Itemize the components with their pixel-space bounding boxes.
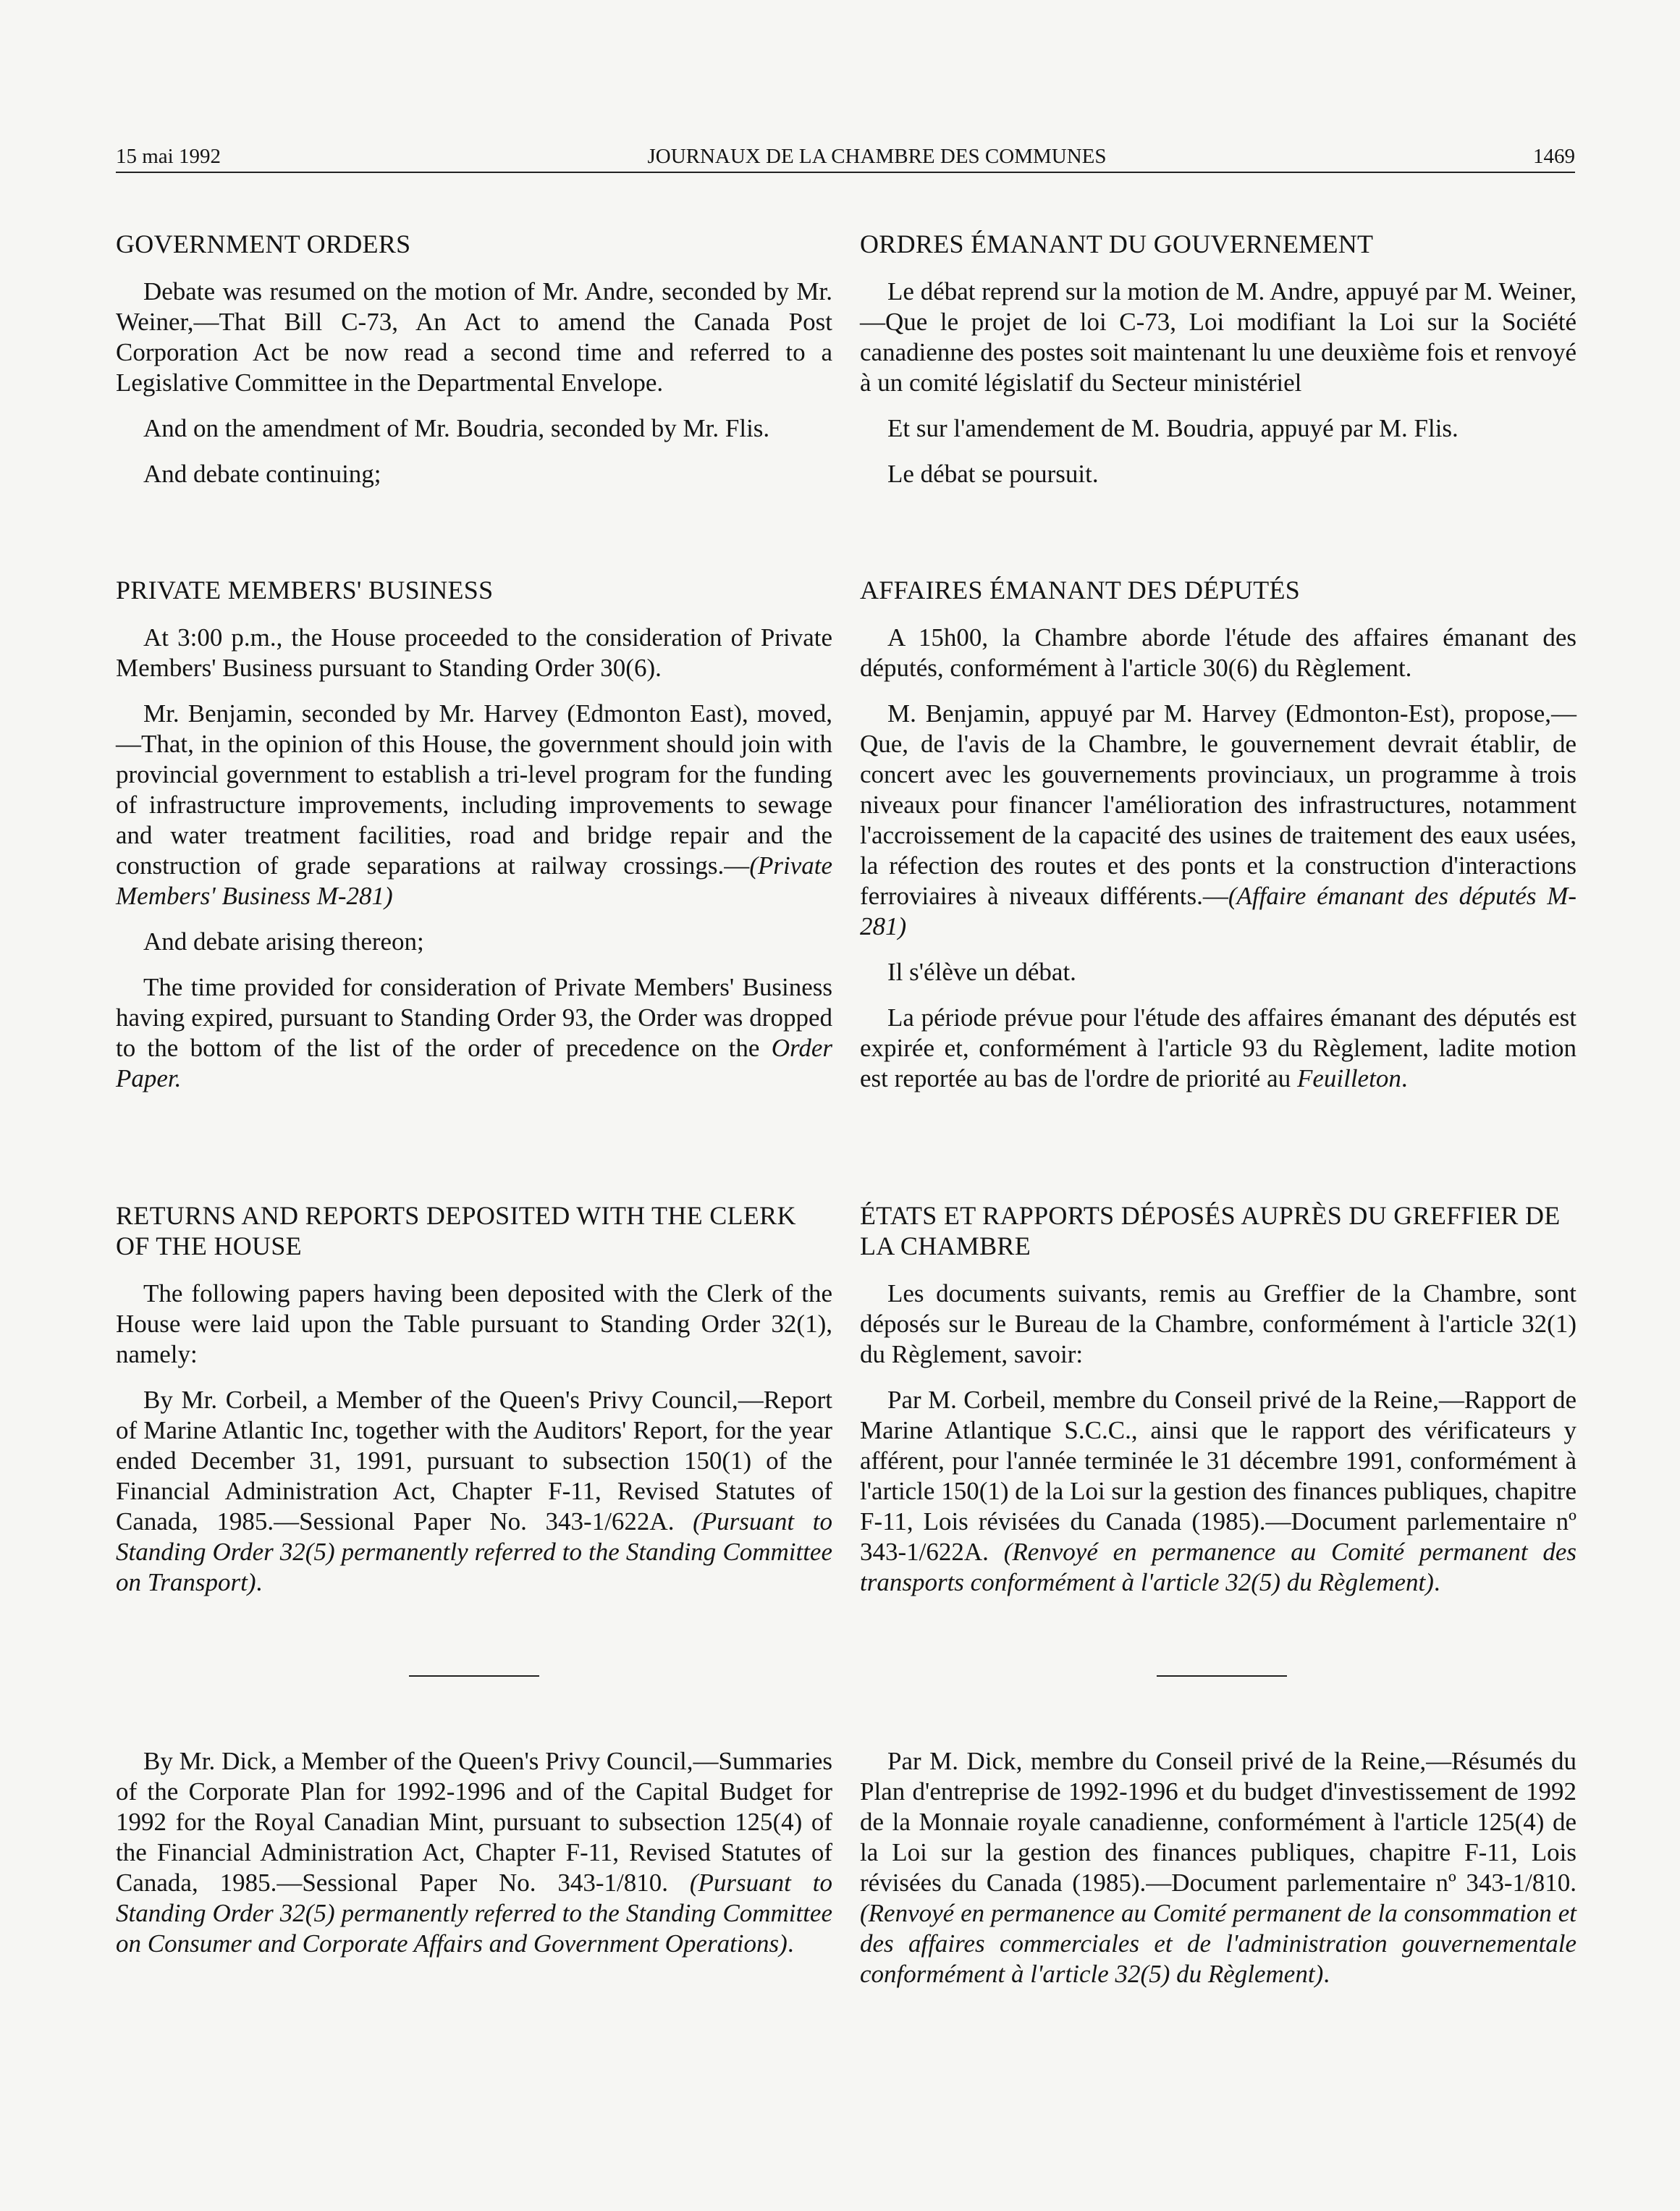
paragraph: The following papers having been deposited with the Clerk of the House were laid upon the Table pursuant to Standing Order 32(1), namely: (116, 1279, 832, 1368)
paragraph-text: By Mr. Dick, a Member of the Queen's Privy Council,—Summaries of the Corporate Plan for 1992-1996 and of the Capital Budget for 1992 for the Royal Canadian Mint, pursuant to subsection 125(4) of the Financial Administration Act, Chapter F-11, Revised Statutes of Canada, 1985.—Sessional Paper No. 343-1/810. (116, 1747, 832, 1897)
paragraph (116, 1746, 832, 1959)
section-heading: ORDRES ÉMANANT DU GOUVERNEMENT (860, 229, 1374, 258)
etats-et-rapports-section (860, 1200, 1576, 1613)
paragraph (860, 1385, 1576, 1598)
government-orders-section (116, 229, 832, 505)
paragraph-text: The time provided for consideration of Private Members' Business having expired, pursuant to Standing Order 93, the Order was dropped to the bottom of the list of the order of precedence on the (116, 973, 832, 1062)
header-title: JOURNAUX DE LA CHAMBRE DES COMMUNES (647, 145, 1107, 168)
paragraph-reference: Feuilleton (1296, 1064, 1401, 1092)
paragraph-reference: Order Paper. (116, 1034, 832, 1092)
paragraph-end: . (1323, 1960, 1330, 1988)
paragraph-end: . (1433, 1568, 1440, 1596)
paragraph: Et sur l'amendement de M. Boudria, appuyé par M. Flis. (887, 414, 1459, 442)
paragraph-end: . (1401, 1064, 1408, 1092)
paragraph: Les documents suivants, remis au Greffier de la Chambre, sont déposés sur le Bureau de la Chambre, conformément à l'article 32(1) du Règlement, savoir: (860, 1279, 1576, 1368)
affaires-deputes-section (860, 575, 1576, 1109)
paragraph-end: . (787, 1929, 794, 1958)
paragraph-reference: (Pursuant to Standing Order 32(5) permanently referred to the Standing Committee on Consumer and Corporate Affairs and Government Operations) (116, 1869, 832, 1958)
ordres-gouvernement-section (860, 229, 1576, 505)
paragraph-text: La période prévue pour l'étude des affaires émanant des députés est expirée et, conformément à l'article 93 du Règlement, ladite motion est reportée au bas de l'ordre de priorité au (860, 1003, 1576, 1092)
paragraph (860, 699, 1576, 942)
paragraph-text: Par M. Dick, membre du Conseil privé de la Reine,—Résumés du Plan d'entreprise de 1992-1996 et du budget d'investissement de 1992 de la Monnaie royale canadienne, conformément à l'article 125(4) de la Loi sur la gestion des finances publiques, chapitre F-11, Lois révisées du Canada (1985).—Document parlementaire nº 343-1/810. (860, 1747, 1576, 1897)
paragraph-reference: (Renvoyé en permanence au Comité permanent de la consommation et des affaires commerciales et de l'administration gouvernementale conformément à l'article 32(5) du Règlement) (860, 1899, 1576, 1988)
paragraph: A 15h00, la Chambre aborde l'étude des affaires émanant des députés, conformément à l'article 30(6) du Règlement. (860, 623, 1576, 682)
paragraph-text: Mr. Benjamin, seconded by Mr. Harvey (Edmonton East), moved,—That, in the opinion of this House, the government should join with provincial government to establish a tri-level program for the funding of infrastructure improvements, including improvements to sewage and water treatment facilities, road and bridge repair and the construction of grade separations at railway crossings.— (116, 699, 832, 880)
paragraph-text: Par M. Corbeil, membre du Conseil privé de la Reine,—Rapport de Marine Atlantique S.C.C., ainsi que le rapport des vérificateurs y afférent, pour l'année terminée le 31 décembre 1991, conformément à l'article 150(1) de la Loi sur la gestion des finances publiques, chapitre F-11, Lois révisées du Canada (1985).—Document parlementaire nº 343-1/622A. (860, 1386, 1576, 1566)
paragraph: And on the amendment of Mr. Boudria, seconded by Mr. Flis. (143, 414, 770, 442)
paragraph-text: By Mr. Corbeil, a Member of the Queen's Privy Council,—Report of Marine Atlantic Inc, together with the Auditors' Report, for the year ended December 31, 1991, pursuant to subsection 150(1) of the Financial Administration Act, Chapter F-11, Revised Statutes of Canada, 1985.—Sessional Paper No. 343-1/622A. (116, 1386, 832, 1536)
paragraph (116, 1385, 832, 1598)
header-date: 15 mai 1992 (116, 145, 221, 168)
paragraph: Debate was resumed on the motion of Mr. Andre, seconded by Mr. Weiner,—That Bill C-73, An Act to amend the Canada Post Corporation Act be now read a second time and referred to a Legislative Committee in the Departmental Envelope. (116, 277, 832, 397)
paragraph-reference: (Affaire émanant des députés M-281) (860, 882, 1577, 940)
paragraph: Il s'élève un débat. (887, 958, 1076, 986)
section-heading: AFFAIRES ÉMANANT DES DÉPUTÉS (860, 576, 1301, 605)
paragraph (860, 1746, 1576, 1989)
section-heading: PRIVATE MEMBERS' BUSINESS (116, 576, 494, 605)
section-heading: ÉTATS ET RAPPORTS DÉPOSÉS AUPRÈS DU GREFFIER DE LA CHAMBRE (860, 1201, 1561, 1260)
section-heading: GOVERNMENT ORDERS (116, 229, 411, 258)
running-head (116, 145, 1575, 173)
paragraph: Le débat se poursuit. (887, 460, 1099, 488)
private-members-business-section (116, 575, 832, 1109)
paragraph (116, 699, 832, 911)
paragraph (860, 1003, 1576, 1094)
section-heading: RETURNS AND REPORTS DEPOSITED WITH THE CLERK OF THE HOUSE (116, 1201, 796, 1260)
paragraph: Le débat reprend sur la motion de M. Andre, appuyé par M. Weiner,—Que le projet de loi C-73, Loi modifiant la Loi sur la Société canadienne des postes soit maintenant lu une deuxième fois et renvoyé à un comité législatif du Secteur ministériel (860, 277, 1576, 397)
paragraph-reference: (Renvoyé en permanence au Comité permanent des transports conformément à l'article 32(5) du Règlement) (860, 1538, 1576, 1596)
paragraph-reference: (Private Members' Business M-281) (116, 851, 832, 910)
paragraph-reference: (Pursuant to Standing Order 32(5) permanently referred to the Standing Committee on Transport) (116, 1507, 832, 1596)
paragraph (116, 972, 832, 1094)
paragraph-text: M. Benjamin, appuyé par M. Harvey (Edmonton-Est), propose,—Que, de l'avis de la Chambre, le gouvernement devrait établir, de concert avec les gouvernements provinciaux, un programme à trois niveaux pour financer l'amélioration des infrastructures, notamment l'accroissement de la capacité des usines de traitement des eaux usées, la réfection des routes et des ponts et la construction d'interactions ferroviaires à niveaux différents.— (860, 699, 1576, 910)
returns-and-reports-section (116, 1200, 832, 1613)
returns-and-reports-continued (116, 1746, 832, 1974)
header-page-number: 1469 (1532, 145, 1575, 168)
section-divider (409, 1675, 539, 1677)
section-divider (1157, 1675, 1287, 1677)
etats-et-rapports-continued (860, 1746, 1576, 2005)
paragraph: At 3:00 p.m., the House proceeded to the consideration of Private Members' Business pursuant to Standing Order 30(6). (116, 623, 832, 682)
paragraph-end: . (256, 1568, 263, 1596)
paragraph: And debate continuing; (143, 460, 381, 488)
paragraph: And debate arising thereon; (143, 927, 424, 956)
